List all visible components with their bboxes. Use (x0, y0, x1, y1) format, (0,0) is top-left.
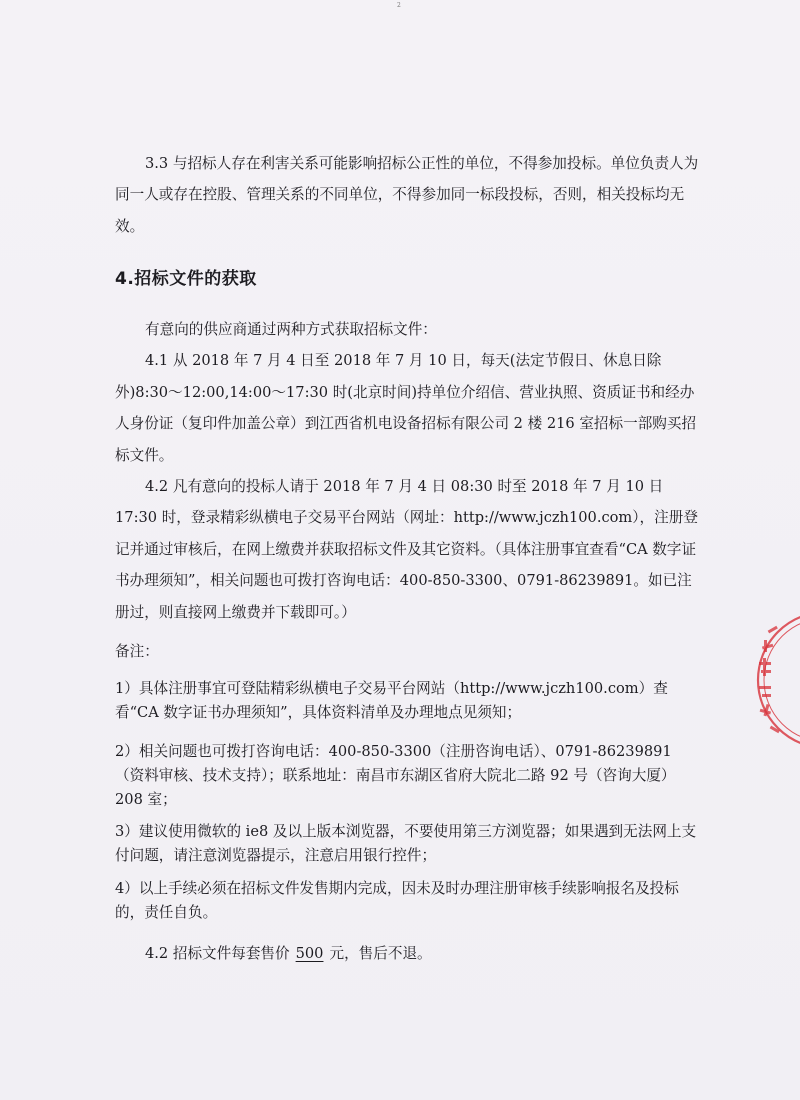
note-2 (115, 740, 700, 812)
notes-label-block (115, 636, 700, 667)
note-2-text: 2）相关问题也可拨打咨询电话：400-850-3300（注册咨询电话）、0791-86239891（资料审核、技术支持）；联系地址：南昌市东湖区省府大院北二路 92 号（咨询大厦）208 室； (115, 743, 676, 808)
item-4-1-text: 4.1 从 2018 年 7 月 4 日至 2018 年 7 月 10 日，每天(法定节假日、休息日除外)8:30～12:00,14:00～17:30 时(北京时间)持单位介绍信、营业执照、资质证书和经办人身份证（复印件加盖公章）到江西省机电设备招标有限公司 2 楼 216 室招标一部购买招标文件。 (115, 352, 697, 464)
note-1 (115, 677, 700, 725)
notes-label: 备注： (115, 643, 159, 660)
note-1-text: 1）具体注册事宜可登陆精彩纵横电子交易平台网站（http://www.jczh100.com）查看“CA 数字证书办理须知”，具体资料清单及办理地点见须知； (115, 680, 668, 721)
intro-text: 有意向的供应商通过两种方式获取招标文件： (145, 321, 437, 338)
section-4-body (115, 314, 700, 628)
note-4 (115, 877, 700, 925)
price-value: 500 (295, 945, 324, 962)
section-3-3-text: 3.3 与招标人存在利害关系可能影响招标公正性的单位，不得参加投标。单位负责人为同一人或存在控股、管理关系的不同单位，不得参加同一标段投标，否则，相关投标均无效。 (115, 155, 699, 235)
page-number-mark: 2 (397, 2, 401, 9)
section-3-3 (115, 148, 700, 242)
red-seal-stamp (748, 600, 800, 760)
note-3 (115, 820, 700, 868)
price-line (115, 938, 700, 969)
item-4-2-text: 4.2 凡有意向的投标人请于 2018 年 7 月 4 日 08:30 时至 2018 年 7 月 10 日 17:30 时，登录精彩纵横电子交易平台网站（网址：http://www.jczh100.com），注册登记并通过审核后，在网上缴费并获取招标文件及其它资料。（具体注册事宜查看“CA 数字证书办理须知”，相关问题也可拨打咨询电话：400-850-3300、0791-86239891。如已注册过，则直接网上缴费并下载即可。） (115, 478, 698, 621)
price-suffix: 元，售后不退。 (329, 945, 432, 962)
note-3-text: 3）建议使用微软的 ie8 及以上版本浏览器，不要使用第三方浏览器；如果遇到无法网上支付问题，请注意浏览器提示，注意启用银行控件； (115, 823, 697, 864)
section-4-heading: 4.招标文件的获取 (115, 269, 257, 289)
note-4-text: 4）以上手续必须在招标文件发售期内完成，因未及时办理注册审核手续影响报名及投标的，责任自负。 (115, 880, 679, 921)
price-prefix: 4.2 招标文件每套售价 (145, 945, 290, 962)
